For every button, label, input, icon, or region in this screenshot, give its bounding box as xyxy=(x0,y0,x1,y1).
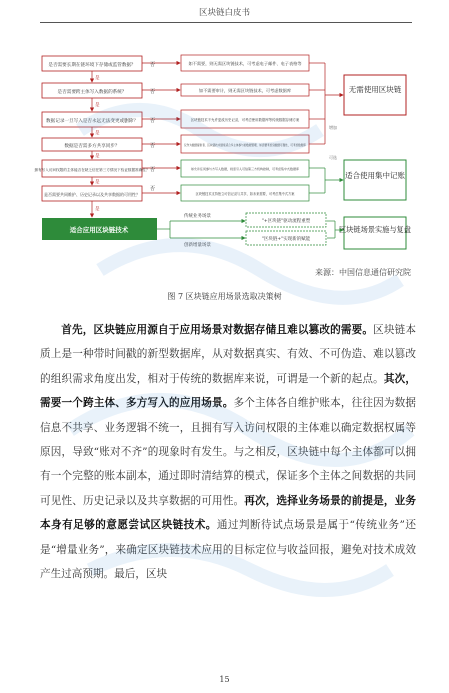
question-6: 是否需要共同维护、历史记录以及共享数据的可用性？ xyxy=(44,192,140,197)
note-3: 区块链技术不允许更改历史记录，可考虑使用数据库等传统数据存储方案 xyxy=(190,118,300,122)
question-2: 是否需要跨主体写入数据的系统？ xyxy=(57,90,127,95)
final-box-label: 适合应用区块链技术 xyxy=(69,226,129,234)
question-3: 数据记录一旦写入是否永远无法变更或删除？ xyxy=(46,119,138,124)
page-number: 15 xyxy=(219,675,230,684)
decision-tree-figure xyxy=(0,0,449,260)
note-4: 仅作为数据提供者、区块链技术通常适合多主体参与的数据管理，如需要考虑到数据可靠性，可考虑数据库 xyxy=(184,144,306,147)
yes-label-2: 是 xyxy=(95,103,100,108)
result-no-blockchain: 无需使用区块链 xyxy=(348,85,402,94)
yes-label-3: 是 xyxy=(95,131,100,136)
no-label-3: 否 xyxy=(150,118,156,124)
note-5: 如允许任何参与方写入数据，则需引入可信第三方机构控制，可考虑集中式数据库 xyxy=(190,167,300,171)
yes-label-4: 是 xyxy=(95,154,100,159)
question-1: 是否需要长期在链环境下存储或监管数据？ xyxy=(48,63,136,68)
text-segment-1: 区块链本质上是一种带时间戳的新型数据库，从对数据真实、有效、不可伪造、难以篡改的组织需求角度出发，相对于传统的数据库来说，可谓是一个新的起点。 xyxy=(40,324,417,385)
branch-incremental: 创新增量场景 xyxy=(184,243,211,248)
yes-label-5: 是 xyxy=(95,180,100,185)
note-2: 如不需要审计，则无需区块链技术，可考虑数据库 xyxy=(198,88,292,93)
no-label-1: 否 xyxy=(150,62,156,68)
running-header: 区块链白皮书 xyxy=(198,8,250,18)
result-box-centralized xyxy=(344,160,406,200)
bold-sentence-1: 首先，区块链应用源自于应用场景对数据存储且难以篡改的需要。 xyxy=(61,324,374,336)
figure-source: 来源：中国信息通信研究院 xyxy=(315,268,411,277)
yes-label-6: 是 xyxy=(95,207,100,212)
side-label-need-trust: 可选 xyxy=(329,155,337,160)
branch-traditional: 传统业务场景 xyxy=(184,214,211,219)
bold-sentence-3: 再次，选择业务场景的前提是，业务本身有足够的意愿尝试区块链技术。 xyxy=(40,494,417,532)
yes-label-1: 是 xyxy=(95,76,100,81)
no-label-2: 否 xyxy=(150,89,156,95)
bold-sentence-2: 其次，需要一个跨主体、多方写入的应用场景。 xyxy=(40,372,417,410)
figure-caption: 图 7 区块链应用场景选取决策树 xyxy=(167,292,282,301)
no-label-4: 否 xyxy=(150,143,156,149)
no-label-5: 否 xyxy=(150,167,156,173)
branch-box-incremental-label: "区块链+"实现新的赋能 xyxy=(261,237,311,242)
note-1: 如不需要，则无需区块链技术，可考虑电子邮件、电子表格等 xyxy=(188,61,302,66)
result-scenario: 区块链场景实施与复盘 xyxy=(339,225,411,234)
result-box-no-blockchain xyxy=(344,75,406,115)
body-paragraph xyxy=(40,318,416,586)
no-label-6: 否 xyxy=(150,186,156,192)
question-4: 数据是否需多方共享同步？ xyxy=(64,144,120,149)
text-segment-2: 多个主体各自维护账本，往往因为数据信息不共享、业务逻辑不统一，且拥有写入访问权限的主体难以确定数据权属等原因，导致“账对不齐”的现象时有发生。与之相反，区块链中每个主体都可以拥有一个完整的账本副本，通过即时清结算的模式，保证多个主体之间数据的共同可见性、历史记录以及共享数据的可用性。 xyxy=(40,397,417,507)
question-5: 拥有写入访问权限的主体能否在缺乏信任第三方情况下验证数据准确性？ xyxy=(34,168,150,172)
result-centralized: 适合使用集中记账 xyxy=(345,171,405,180)
text-segment-3: 通过判断待试点场景是属于“传统业务”还是“增量业务”，来确定区块链技术应用的目标定位与收益回报，避免对技术成效产生过高预期。最后，区块 xyxy=(40,519,416,581)
note-6: 区块链技术支持独立可信记录与共享，如未来需要，可考虑集中式方案 xyxy=(195,192,295,196)
branch-box-traditional-label: "+区块链"驱动流程重塑 xyxy=(261,219,311,224)
side-label-may-need: 增加 xyxy=(329,125,337,130)
